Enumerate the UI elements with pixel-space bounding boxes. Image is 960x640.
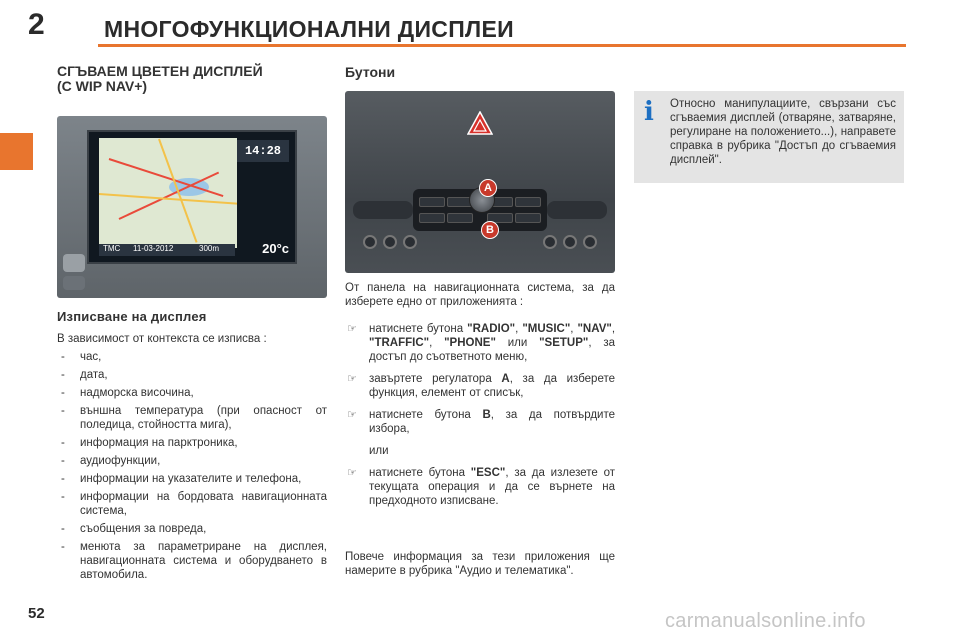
more-info-paragraph: Повече информация за тези приложения ще намерите в рубрика "Аудио и телематика". (345, 551, 615, 577)
date-readout: 11-03-2012 (133, 244, 174, 253)
label-b-badge: B (481, 221, 499, 239)
steps-list (345, 322, 615, 516)
buttons-paragraph: От панела на навигационната система, за да изберете едно от приложенията : (345, 282, 615, 308)
distance-readout: 300m (199, 244, 220, 253)
temperature-readout: 20°c (262, 241, 289, 256)
navigation-map (99, 138, 237, 248)
list-item: - информации на бордовата навигационната система, (57, 490, 327, 518)
list-item: - аудиофункции, (57, 454, 327, 468)
step-item: ☞ натиснете бутона B, за да потвърдите избора, (345, 408, 615, 436)
watermark: carmanualsonline.info (665, 610, 866, 632)
folding-display-photo (57, 116, 327, 298)
display-items-list (57, 350, 327, 586)
clock-readout: 14:28 (237, 140, 289, 162)
hazard-warning-icon (467, 111, 493, 135)
eject-button-icon (63, 254, 85, 272)
info-text: Относно манипулациите, свързани със сгъваемия дисплей (отваряне, затваряне, регулиране на положението...), направете справка в рубрика "Достъп до сгъваемия дисплей". (670, 98, 896, 166)
control-button-icon (63, 276, 85, 290)
info-icon: i (644, 97, 654, 127)
step-item: ☞ завъртете регулатора A, за да изберете функция, елемент от списък, (345, 372, 615, 400)
section-title-line2: (С WIP NAV+) (57, 78, 148, 94)
list-item: - час, (57, 350, 327, 364)
info-box (634, 91, 904, 183)
chapter-side-tab (0, 133, 33, 170)
list-item: - менюта за параметриране на дисплея, навигационната система и оборудването в автомобила. (57, 540, 327, 582)
list-item: - информации на указателите и телефона, (57, 472, 327, 486)
chapter-number: 2 (28, 8, 45, 41)
header-rule (98, 44, 906, 47)
step-item: ☞ натиснете бутона "RADIO", "MUSIC", "NAV", "TRAFFIC", "PHONE" или "SETUP", за достъп до съответното меню, (345, 322, 615, 364)
or-separator: или (369, 445, 389, 457)
right-vent (547, 201, 607, 219)
tmc-label: TMC (103, 244, 121, 253)
console-panel-photo (345, 91, 615, 273)
list-item: - дата, (57, 368, 327, 382)
list-item: - външна температура (при опасност от поледица, стойността мига), (57, 404, 327, 432)
display-subtitle: Изписване на дисплея (57, 309, 207, 324)
display-screen (87, 130, 297, 264)
step-item: ☞ натиснете бутона "ESC", за да излезете от текущата операция и да се върнете на предходното изписване. (345, 466, 615, 508)
display-intro: В зависимост от контекста се изписва : (57, 333, 267, 345)
list-item: - съобщения за повреда, (57, 522, 327, 536)
section-title-line1: СГЪВАЕМ ЦВЕТЕН ДИСПЛЕЙ (57, 63, 263, 79)
status-bar (99, 244, 235, 256)
list-item: - надморска височина, (57, 386, 327, 400)
buttons-title: Бутони (345, 64, 396, 80)
page-number: 52 (28, 605, 45, 622)
chapter-title: МНОГОФУНКЦИОНАЛНИ ДИСПЛЕИ (104, 16, 514, 42)
left-vent (353, 201, 413, 219)
list-item: - информация на парктроника, (57, 436, 327, 450)
section-title (57, 64, 263, 94)
label-a-badge: A (479, 179, 497, 197)
